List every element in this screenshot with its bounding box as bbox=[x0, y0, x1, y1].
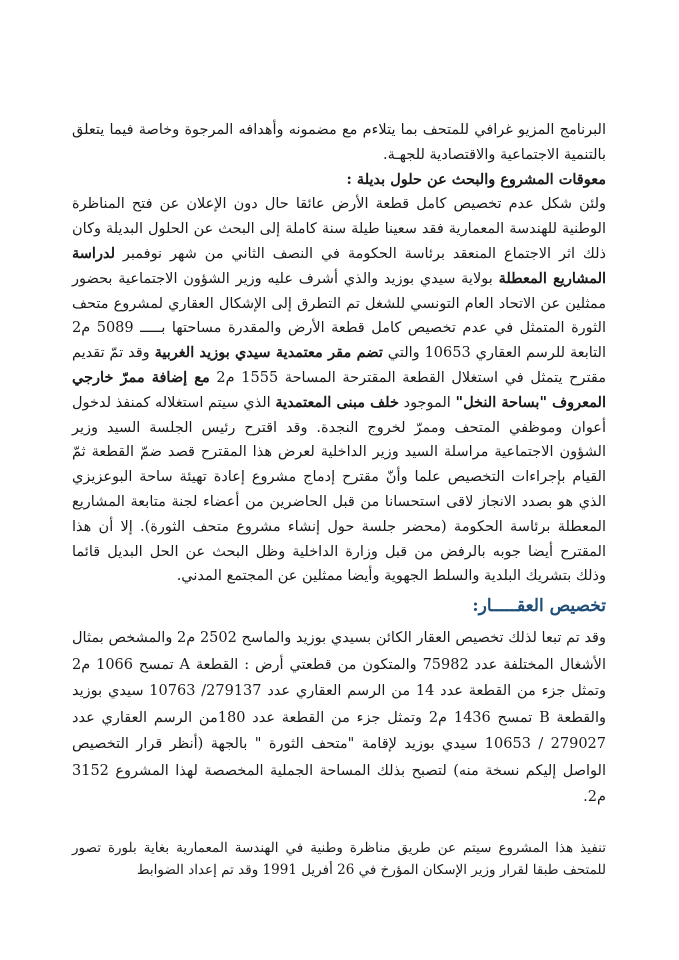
obstacles-bold-4: خلف مبنى المعتمدية bbox=[275, 393, 399, 411]
obstacles-text-3: وقد تمّ تقديم مقترح يتمثل في استغلال القطعة المقترحة المساحة 1555 م2 bbox=[72, 345, 607, 386]
obstacles-bold-1: لدراسة المشاريع المعطلة bbox=[72, 244, 607, 287]
obstacles-bold-2: تضم مقر معتمدية سيدي بوزيد الغربية bbox=[154, 344, 383, 362]
document-content bbox=[72, 118, 606, 881]
allocation-heading: تخصيص العقـــــار: bbox=[472, 596, 606, 617]
obstacles-bold-3: مع إضافة ممرّ خارجي المعروف "بساحة النخل" bbox=[72, 368, 606, 411]
allocation-paragraph: وقد تم تبعا لذلك تخصيص العقار الكائن بسيدي بوزيد والماسح 2502 م2 والمشخص بمثال الأشغال المختلفة عدد 75982 والمتكون من قطعتي أرض : القطعة A تمسح 1066 م2 وتمثل جزء من القطعة عدد 14 من الرسم العقاري عدد 279137/ 10763 سيدي بوزيد والقطعة B تمسح 1436 م2 وتمثل جزء من القطعة عدد 180من الرسم العقاري عدد 279027 / 10653 سيدي بوزيد لإقامة "متحف الثورة " بالجهة (أنظر قرار التخصيص الواصل إليكم نسخة منه) لتصبح بذلك المساحة الجملية المخصصة لهذا المشروع 3152 م2. bbox=[72, 630, 607, 806]
intro-paragraph: البرنامج المزيو غرافي للمتحف بما يتلاءم مع مضمونه وأهدافه المرجوة وخاصة فيما يتعلق بالتنمية الاجتماعية والاقتصادية للجهـة. bbox=[72, 122, 606, 163]
obstacles-text-2: بولاية سيدي بوزيد والذي أشرف عليه وزير الشؤون الاجتماعية بحضور ممثلين عن الاتحاد العام التونسي للشغل تم التطرق إلى الإشكال العقاري لمشروع متحف الثورة المتمثل في عدم تخصيص كامل قطعة الأرض والمقدرة مساحتها بـــــ 5089 م2 التابعة للرسم العقاري 10653 والتي bbox=[72, 270, 606, 362]
implementation-paragraph: تنفيذ هذا المشروع سيتم عن طريق مناظرة وطنية في الهندسة المعمارية بغاية بلورة تصور للمتحف طبقا لقرار وزير الإسكان المؤرخ في 26 أفريل 1991 وقد تم إعداد الضوابط bbox=[72, 839, 606, 878]
obstacles-text-4: الموجود bbox=[398, 394, 456, 411]
obstacles-text-1: ولئن شكل عدم تخصيص كامل قطعة الأرض عائقا حال دون الإعلان عن فتح المناظرة الوطنية للهندسة المعمارية فقد سعينا طيلة سنة كاملة إلى البحث عن الحلول البديلة وكان ذلك اثر الاجتماع المنعقد برئاسة الحكومة في النصف الثاني من شهر نوفمبر bbox=[72, 196, 606, 262]
obstacles-paragraph bbox=[72, 192, 606, 589]
obstacles-heading: معوقات المشروع والبحث عن حلول بديلة : bbox=[346, 170, 606, 188]
obstacles-text-5: الذي سيتم استغلاله كمنفذ لدخول أعوان وموظفي المتحف وممرّ لخروج النجدة. وقد اقترح رئيس الجلسة السيد وزير الشؤون الاجتماعية مراسلة السيد وزير الداخلية لعرض هذا المقترح قصد ضمّ القطعة ثمّ القيام بإجراءات التخصيص علما وأنّ مقترح إدماج مشروع إعادة تهيئة ساحة البوعزيزي الذي هو بصدد الانجاز لاقى استحسانا من قبل الحاضرين من أعضاء لجنة متابعة المشاريع المعطلة برئاسة الحكومة (محضر جلسة حول إنشاء مشروع متحف الثورة). إلا أن هذا المقترح أيضا جوبه بالرفض من قبل وزارة الداخلية وظل البحث عن الحل البديل قائما وذلك بتشريك البلدية والسلط الجهوية وأيضا ممثلين عن المجتمع المدني. bbox=[72, 394, 606, 585]
